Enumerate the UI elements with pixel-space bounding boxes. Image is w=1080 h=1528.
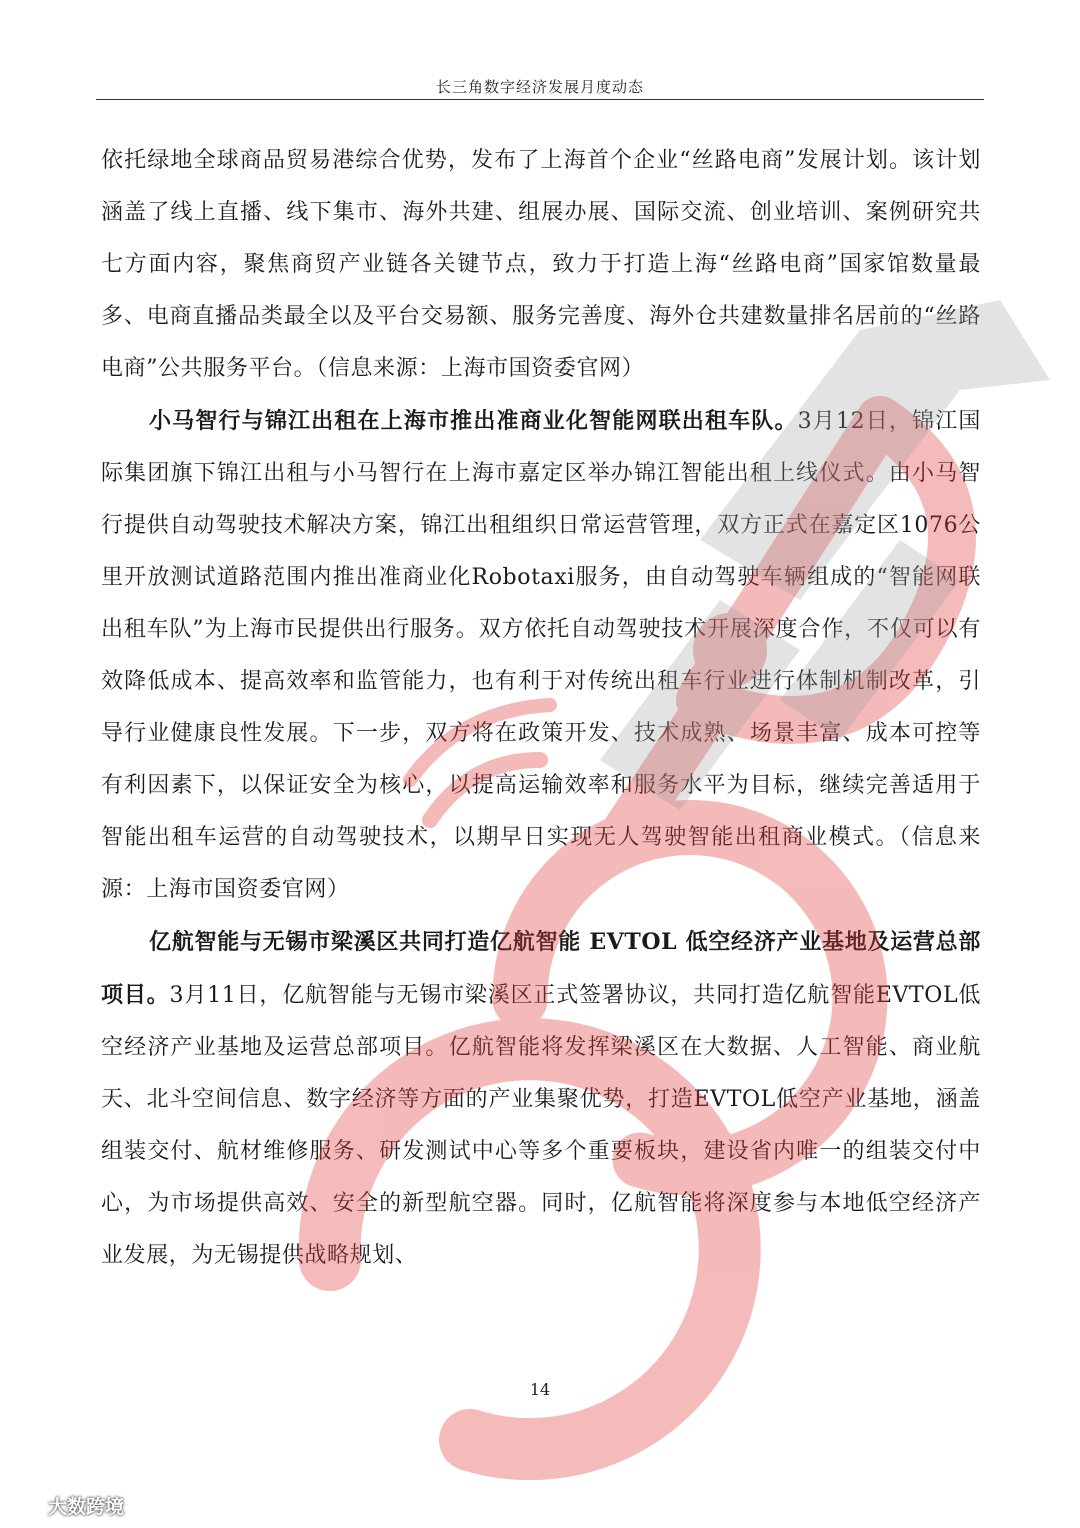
paragraph-2: [101, 395, 981, 916]
corner-brand-label: 大数跨境: [48, 1496, 125, 1518]
weibo-icon: [10, 1493, 44, 1519]
running-header: 长三角数字经济发展月度动态: [435, 78, 644, 96]
header-rule: [96, 99, 984, 100]
paragraph-2-lead: 小马智行与锦江出租在上海市推出准商业化智能网联出租车队。: [149, 408, 798, 434]
paragraph-1: [101, 134, 981, 395]
paragraph-3-lead: 亿航智能与无锡市梁溪区共同打造亿航智能 EVTOL 低空经济产业基地及运营总部项目。: [101, 929, 981, 1008]
paragraph-2-text: 3月12日，锦江国际集团旗下锦江出租与小马智行在上海市嘉定区举办锦江智能出租上线仪式。由小马智行提供自动驾驶技术解决方案，锦江出租组织日常运营管理，双方正式在嘉定区1076公里开放测试道路范围内推出准商业化Robotaxi服务，由自动驾驶车辆组成的“智能网联出租车队”为上海市民提供出行服务。双方依托自动驾驶技术开展深度合作，不仅可以有效降低成本、提高效率和监管能力，也有利于对传统出租车行业进行体制机制改革，引导行业健康良性发展。下一步，双方将在政策开发、技术成熟、场景丰富、成本可控等有利因素下，以保证安全为核心，以提高运输效率和服务水平为目标，继续完善适用于智能出租车运营的自动驾驶技术，以期早日实现无人驾驶智能出租商业模式。（信息来源：上海市国资委官网）: [101, 409, 981, 902]
paragraph-3-text: 3月11日，亿航智能与无锡市梁溪区正式签署协议，共同打造亿航智能EVTOL低空经济产业基地及运营总部项目。亿航智能将发挥梁溪区在大数据、人工智能、商业航天、北斗空间信息、数字经济等方面的产业集聚优势，打造EVTOL低空产业基地，涵盖组装交付、航材维修服务、研发测试中心等多个重要板块，建设省内唯一的组装交付中心，为市场提供高效、安全的新型航空器。同时，亿航智能将深度参与本地低空经济产业发展，为无锡提供战略规划、: [101, 983, 981, 1268]
page-number: 14: [529, 1380, 551, 1399]
paragraph-3: [101, 916, 981, 1282]
corner-brand: [10, 1492, 124, 1519]
body-text: [101, 134, 981, 1282]
paragraph-1-text: 依托绿地全球商品贸易港综合优势，发布了上海首个企业“丝路电商”发展计划。该计划涵盖了线上直播、线下集市、海外共建、组展办展、国际交流、创业培训、案例研究共七方面内容，聚焦商贸产业链各关键节点，致力于打造上海“丝路电商”国家馆数量最多、电商直播品类最全以及平台交易额、服务完善度、海外仓共建数量排名居前的“丝路电商”公共服务平台。（信息来源：上海市国资委官网）: [101, 148, 981, 381]
